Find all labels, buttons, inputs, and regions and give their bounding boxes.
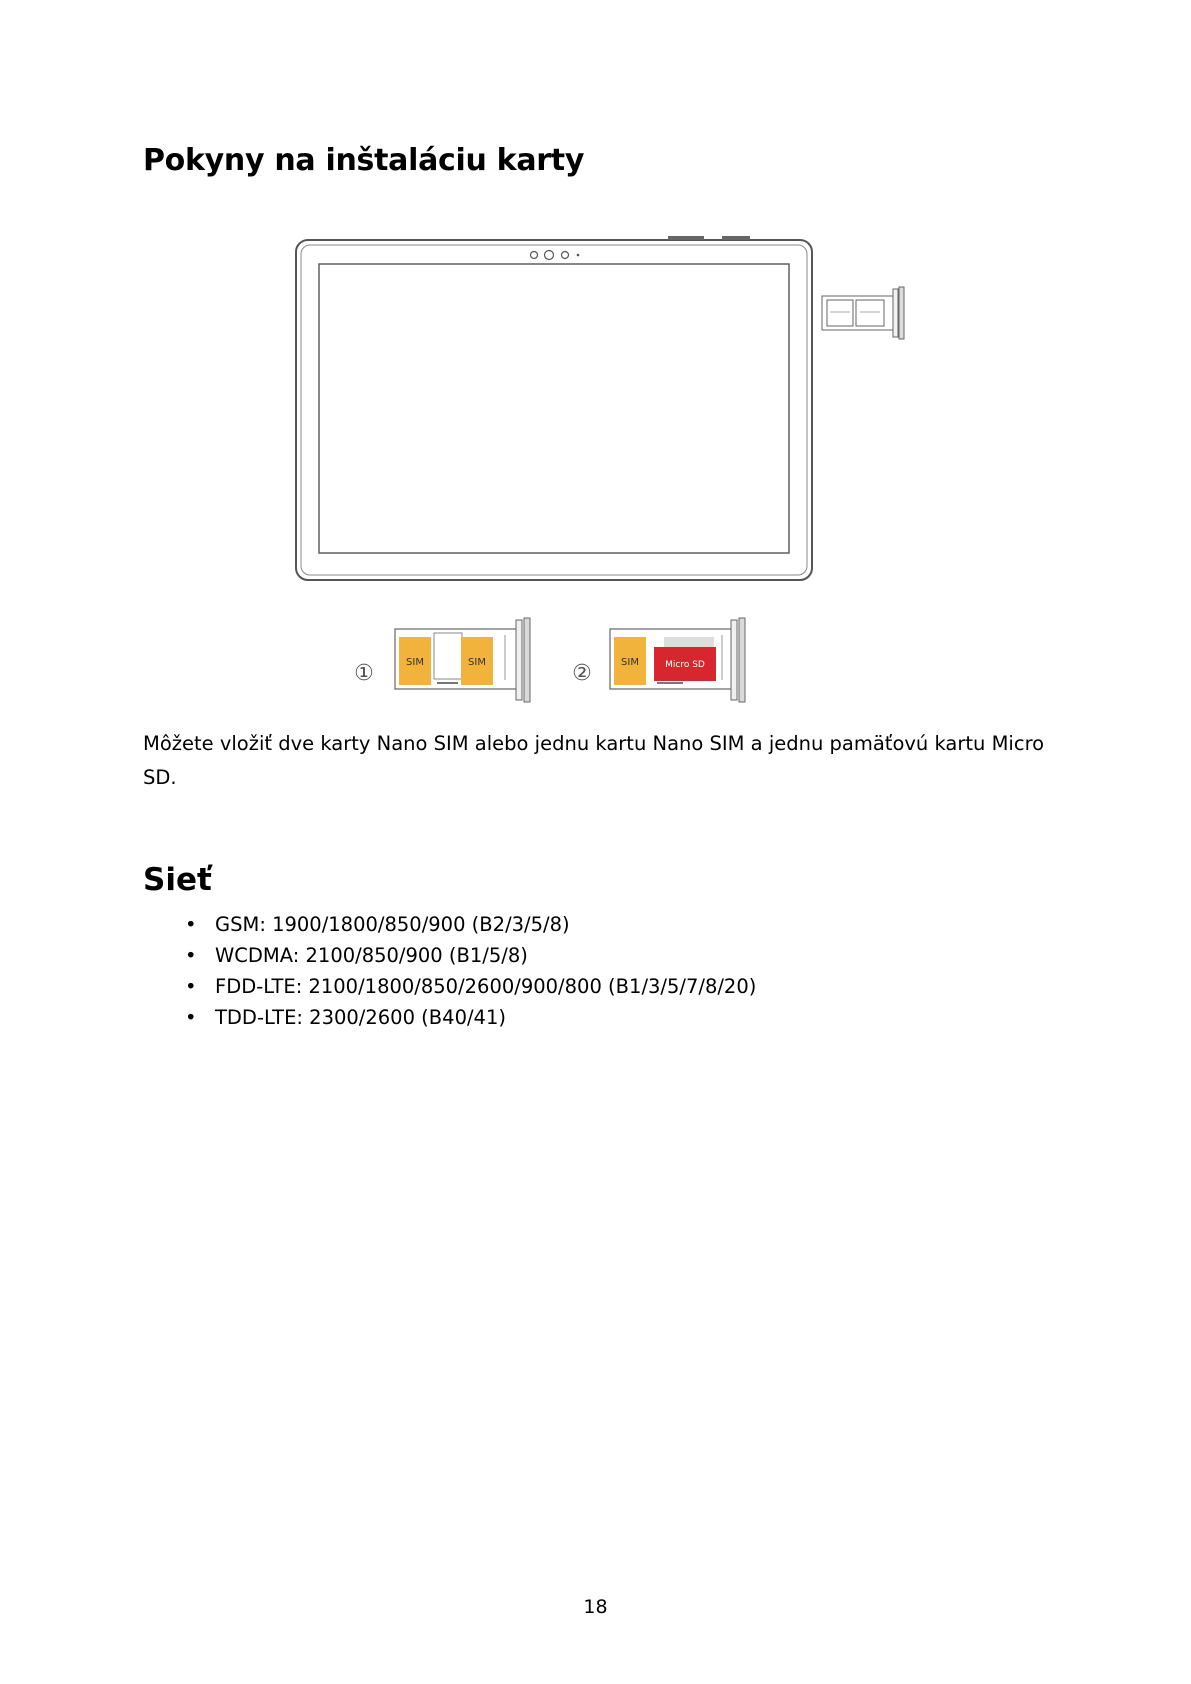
micro-sd-label: Micro SD: [665, 660, 705, 670]
option-1-number: ①: [354, 661, 374, 686]
option-2-number: ②: [572, 661, 592, 686]
network-bands-list: [185, 909, 756, 1033]
bullet-icon: •: [185, 1006, 197, 1029]
page-heading-card-installation: Pokyny na inštaláciu karty: [143, 143, 585, 178]
list-item: • FDD-LTE: 2100/1800/850/2600/900/800 (B1/3/5/7/8/20): [185, 971, 756, 1002]
bullet-icon: •: [185, 975, 197, 998]
page-number: 18: [583, 1596, 608, 1618]
list-item: • GSM: 1900/1800/850/900 (B2/3/5/8): [185, 909, 756, 940]
bullet-icon: •: [185, 913, 197, 936]
sim-label: SIM: [406, 657, 424, 668]
bullet-icon: •: [185, 944, 197, 967]
network-heading: Sieť: [143, 862, 212, 898]
sim-tray-ejected-illustration: [822, 287, 904, 339]
list-item: • WCDMA: 2100/850/900 (B1/5/8): [185, 940, 756, 971]
list-item: • TDD-LTE: 2300/2600 (B40/41): [185, 1002, 756, 1033]
tablet-illustration: [296, 236, 812, 580]
card-installation-description: Môžete vložiť dve karty Nano SIM alebo jednu kartu Nano SIM a jednu pamäťovú kartu Micro SD.: [143, 732, 1045, 789]
card-installation-illustration: [0, 0, 1191, 740]
sim-label: SIM: [621, 657, 639, 668]
sim-label: SIM: [468, 657, 486, 668]
